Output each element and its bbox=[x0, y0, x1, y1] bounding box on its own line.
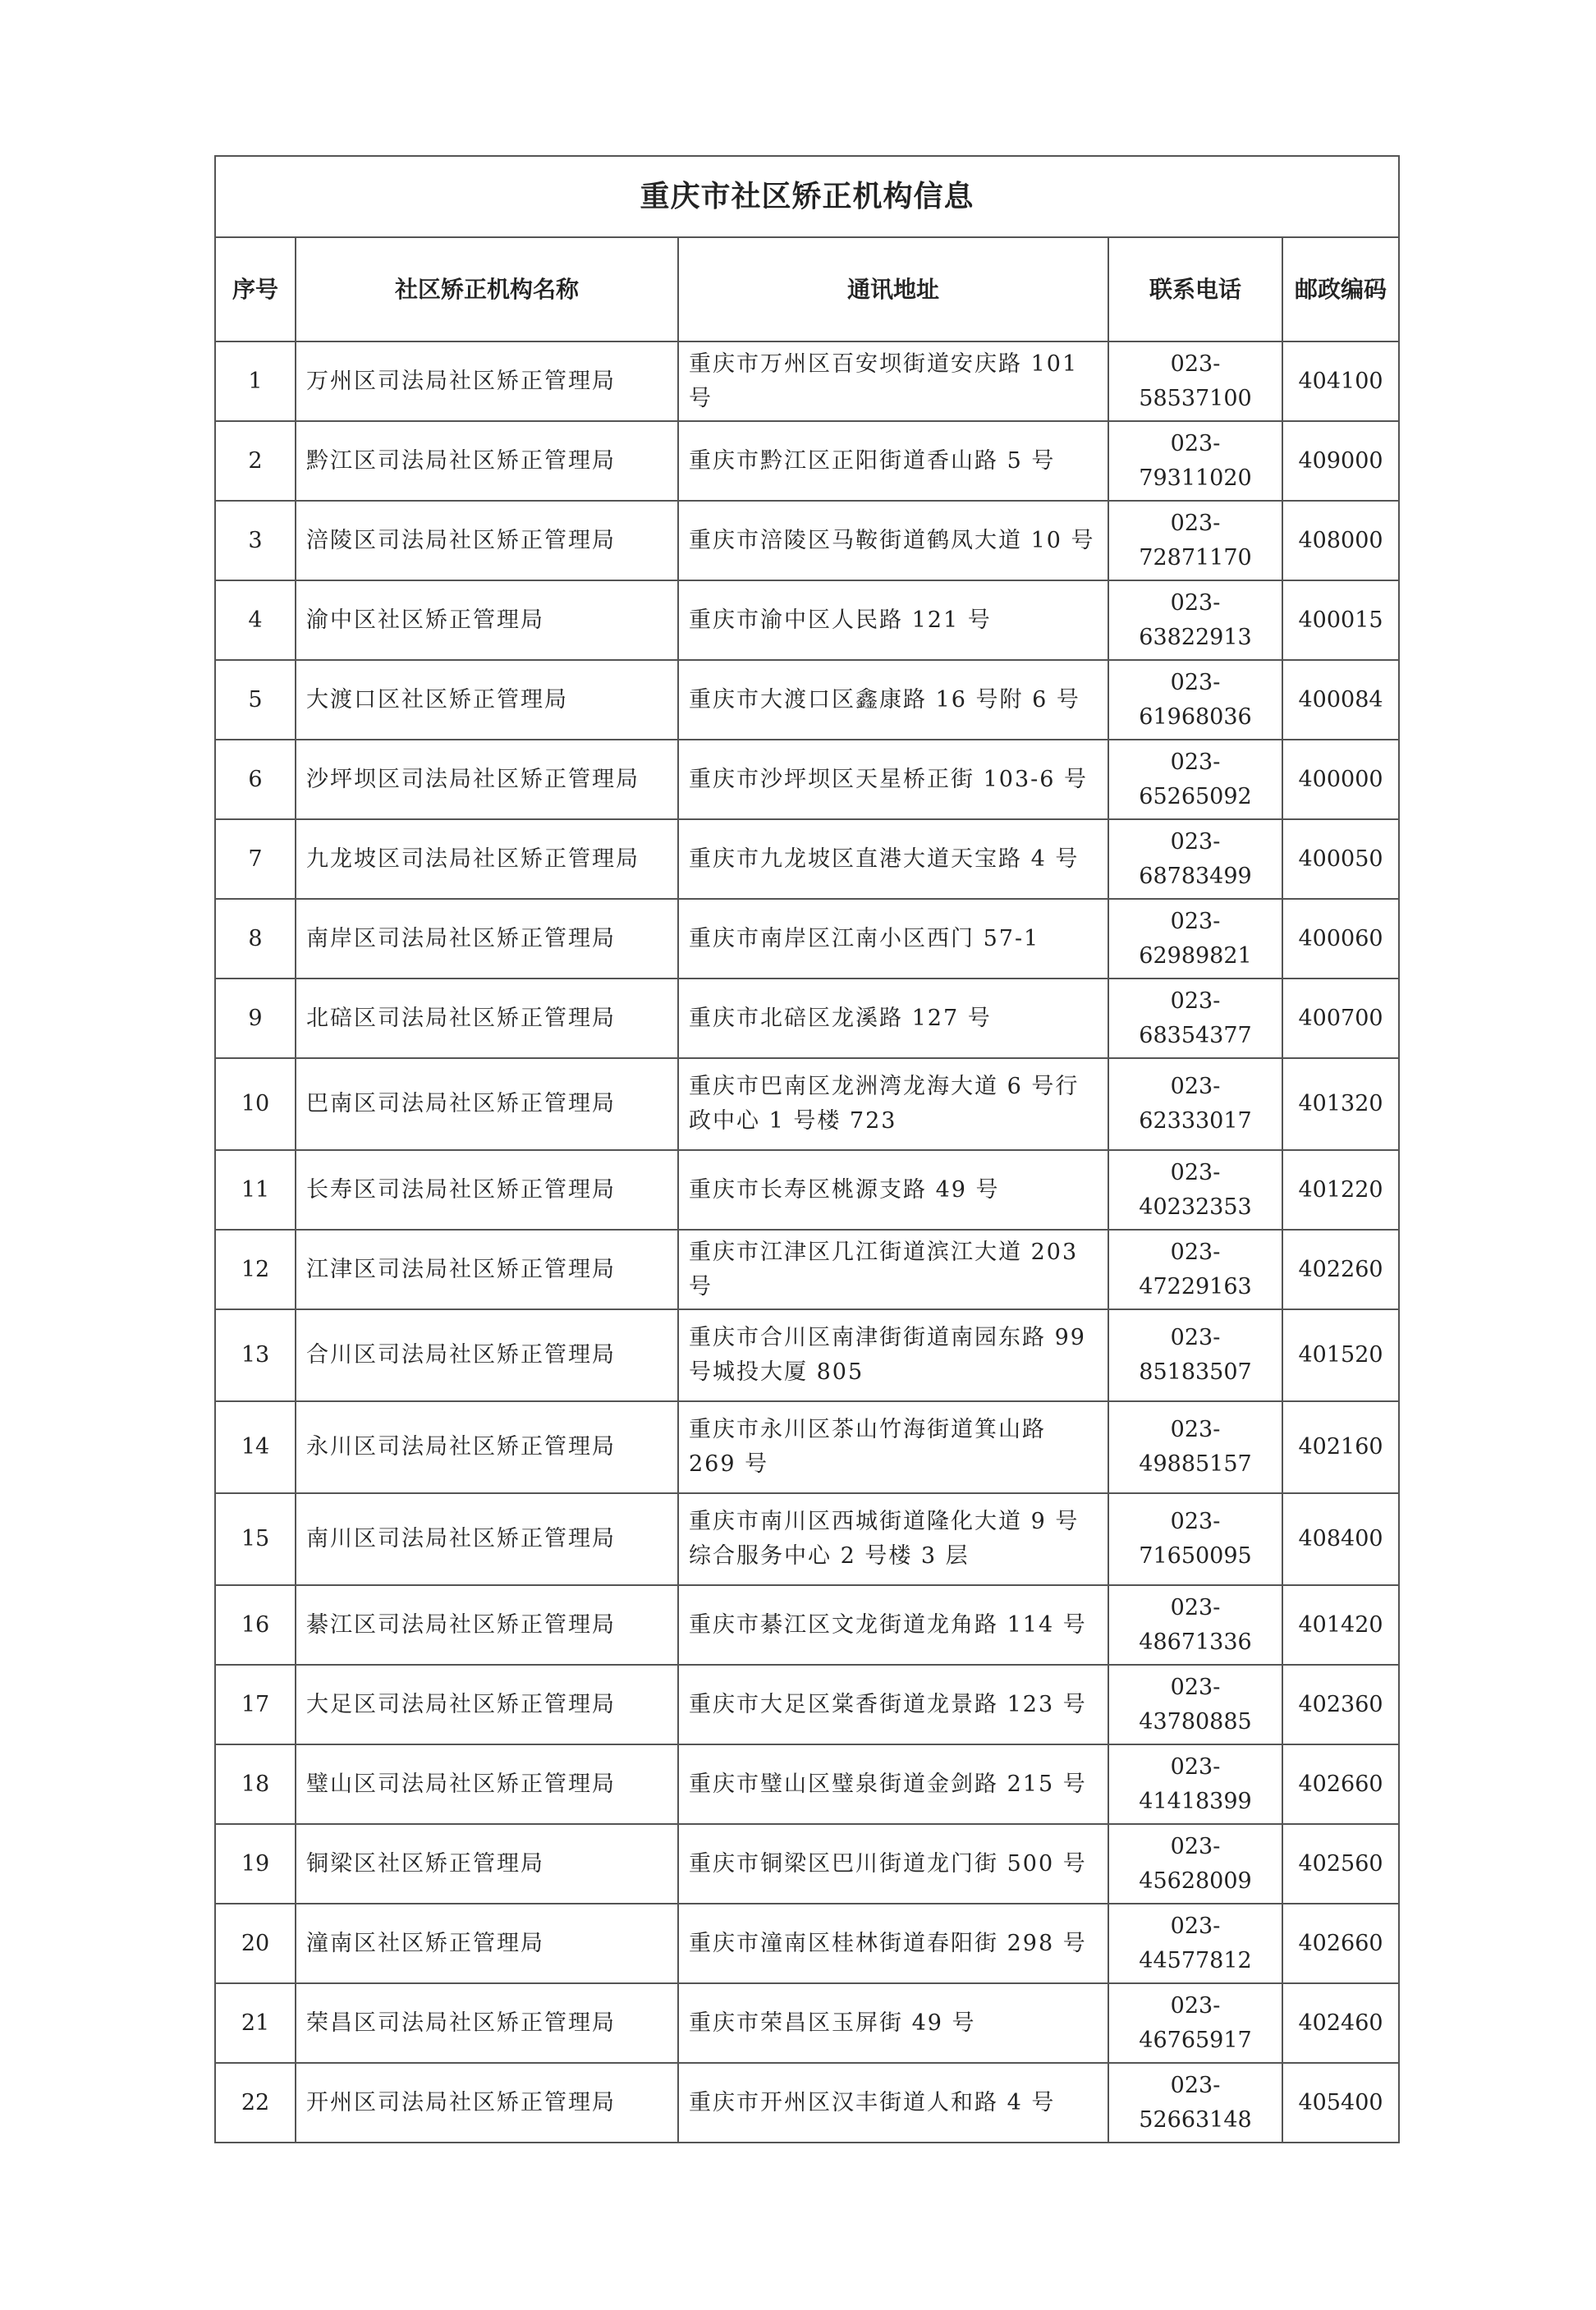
table-row bbox=[215, 740, 1399, 819]
table-row bbox=[215, 1904, 1399, 1983]
table-row bbox=[215, 1983, 1399, 2063]
row-number: 7 bbox=[215, 819, 296, 899]
address: 重庆市江津区几江街道滨江大道 203 号 bbox=[678, 1230, 1108, 1309]
institution-name: 潼南区社区矫正管理局 bbox=[296, 1904, 678, 1983]
phone-number: 023-40232353 bbox=[1108, 1150, 1282, 1230]
table-row bbox=[215, 1401, 1399, 1493]
address: 重庆市黔江区正阳街道香山路 5 号 bbox=[678, 421, 1108, 501]
address: 重庆市万州区百安坝街道安庆路 101 号 bbox=[678, 341, 1108, 421]
table-row bbox=[215, 1058, 1399, 1150]
institution-name: 綦江区司法局社区矫正管理局 bbox=[296, 1585, 678, 1665]
address: 重庆市涪陵区马鞍街道鹤凤大道 10 号 bbox=[678, 501, 1108, 580]
address: 重庆市沙坪坝区天星桥正街 103-6 号 bbox=[678, 740, 1108, 819]
row-number: 20 bbox=[215, 1904, 296, 1983]
postcode: 401320 bbox=[1282, 1058, 1399, 1150]
phone-number: 023-65265092 bbox=[1108, 740, 1282, 819]
row-number: 12 bbox=[215, 1230, 296, 1309]
header-postcode: 邮政编码 bbox=[1282, 237, 1399, 341]
header-phone: 联系电话 bbox=[1108, 237, 1282, 341]
institution-name: 长寿区司法局社区矫正管理局 bbox=[296, 1150, 678, 1230]
row-number: 21 bbox=[215, 1983, 296, 2063]
address: 重庆市潼南区桂林街道春阳街 298 号 bbox=[678, 1904, 1108, 1983]
institution-name: 涪陵区司法局社区矫正管理局 bbox=[296, 501, 678, 580]
address: 重庆市大足区棠香街道龙景路 123 号 bbox=[678, 1665, 1108, 1744]
postcode: 400700 bbox=[1282, 979, 1399, 1058]
row-number: 22 bbox=[215, 2063, 296, 2143]
phone-number: 023-47229163 bbox=[1108, 1230, 1282, 1309]
address: 重庆市永川区茶山竹海街道箕山路 269 号 bbox=[678, 1401, 1108, 1493]
institution-name: 江津区司法局社区矫正管理局 bbox=[296, 1230, 678, 1309]
phone-number: 023-45628009 bbox=[1108, 1824, 1282, 1904]
postcode: 400000 bbox=[1282, 740, 1399, 819]
phone-number: 023-49885157 bbox=[1108, 1401, 1282, 1493]
institution-name: 开州区司法局社区矫正管理局 bbox=[296, 2063, 678, 2143]
institution-name: 北碚区司法局社区矫正管理局 bbox=[296, 979, 678, 1058]
row-number: 11 bbox=[215, 1150, 296, 1230]
row-number: 17 bbox=[215, 1665, 296, 1744]
header-num: 序号 bbox=[215, 237, 296, 341]
postcode: 400050 bbox=[1282, 819, 1399, 899]
phone-number: 023-71650095 bbox=[1108, 1493, 1282, 1585]
table-row bbox=[215, 1585, 1399, 1665]
address: 重庆市开州区汉丰街道人和路 4 号 bbox=[678, 2063, 1108, 2143]
phone-number: 023-62333017 bbox=[1108, 1058, 1282, 1150]
institution-name: 铜梁区社区矫正管理局 bbox=[296, 1824, 678, 1904]
phone-number: 023-52663148 bbox=[1108, 2063, 1282, 2143]
phone-number: 023-43780885 bbox=[1108, 1665, 1282, 1744]
institution-name: 荣昌区司法局社区矫正管理局 bbox=[296, 1983, 678, 2063]
table-row bbox=[215, 580, 1399, 660]
address: 重庆市铜梁区巴川街道龙门街 500 号 bbox=[678, 1824, 1108, 1904]
address: 重庆市璧山区璧泉街道金剑路 215 号 bbox=[678, 1744, 1108, 1824]
table-row bbox=[215, 1309, 1399, 1401]
postcode: 402360 bbox=[1282, 1665, 1399, 1744]
postcode: 402560 bbox=[1282, 1824, 1399, 1904]
row-number: 8 bbox=[215, 899, 296, 979]
institution-name: 渝中区社区矫正管理局 bbox=[296, 580, 678, 660]
row-number: 3 bbox=[215, 501, 296, 580]
table-row bbox=[215, 660, 1399, 740]
institution-name: 九龙坡区司法局社区矫正管理局 bbox=[296, 819, 678, 899]
postcode: 404100 bbox=[1282, 341, 1399, 421]
table-row bbox=[215, 819, 1399, 899]
phone-number: 023-62989821 bbox=[1108, 899, 1282, 979]
phone-number: 023-48671336 bbox=[1108, 1585, 1282, 1665]
address: 重庆市綦江区文龙街道龙角路 114 号 bbox=[678, 1585, 1108, 1665]
row-number: 1 bbox=[215, 341, 296, 421]
address: 重庆市九龙坡区直港大道天宝路 4 号 bbox=[678, 819, 1108, 899]
institution-name: 黔江区司法局社区矫正管理局 bbox=[296, 421, 678, 501]
postcode: 409000 bbox=[1282, 421, 1399, 501]
phone-number: 023-68354377 bbox=[1108, 979, 1282, 1058]
table-row bbox=[215, 899, 1399, 979]
row-number: 9 bbox=[215, 979, 296, 1058]
phone-number: 023-44577812 bbox=[1108, 1904, 1282, 1983]
table-row bbox=[215, 1824, 1399, 1904]
institution-name: 大足区司法局社区矫正管理局 bbox=[296, 1665, 678, 1744]
postcode: 405400 bbox=[1282, 2063, 1399, 2143]
phone-number: 023-79311020 bbox=[1108, 421, 1282, 501]
row-number: 6 bbox=[215, 740, 296, 819]
table-row bbox=[215, 341, 1399, 421]
institution-name: 沙坪坝区司法局社区矫正管理局 bbox=[296, 740, 678, 819]
postcode: 400060 bbox=[1282, 899, 1399, 979]
table-row bbox=[215, 1744, 1399, 1824]
address: 重庆市大渡口区鑫康路 16 号附 6 号 bbox=[678, 660, 1108, 740]
table-row bbox=[215, 2063, 1399, 2143]
table-title: 重庆市社区矫正机构信息 bbox=[215, 156, 1399, 237]
postcode: 402660 bbox=[1282, 1904, 1399, 1983]
row-number: 16 bbox=[215, 1585, 296, 1665]
address: 重庆市合川区南津街街道南园东路 99 号城投大厦 805 bbox=[678, 1309, 1108, 1401]
row-number: 13 bbox=[215, 1309, 296, 1401]
institution-name: 大渡口区社区矫正管理局 bbox=[296, 660, 678, 740]
postcode: 401420 bbox=[1282, 1585, 1399, 1665]
address: 重庆市南岸区江南小区西门 57-1 bbox=[678, 899, 1108, 979]
header-name: 社区矫正机构名称 bbox=[296, 237, 678, 341]
table-row bbox=[215, 1150, 1399, 1230]
row-number: 4 bbox=[215, 580, 296, 660]
postcode: 400084 bbox=[1282, 660, 1399, 740]
postcode: 401220 bbox=[1282, 1150, 1399, 1230]
postcode: 401520 bbox=[1282, 1309, 1399, 1401]
phone-number: 023-63822913 bbox=[1108, 580, 1282, 660]
table-row bbox=[215, 421, 1399, 501]
table-row bbox=[215, 1665, 1399, 1744]
row-number: 2 bbox=[215, 421, 296, 501]
address: 重庆市渝中区人民路 121 号 bbox=[678, 580, 1108, 660]
row-number: 19 bbox=[215, 1824, 296, 1904]
postcode: 400015 bbox=[1282, 580, 1399, 660]
institution-name: 万州区司法局社区矫正管理局 bbox=[296, 341, 678, 421]
institution-name: 巴南区司法局社区矫正管理局 bbox=[296, 1058, 678, 1150]
institution-name: 南川区司法局社区矫正管理局 bbox=[296, 1493, 678, 1585]
header-address: 通讯地址 bbox=[678, 237, 1108, 341]
address: 重庆市长寿区桃源支路 49 号 bbox=[678, 1150, 1108, 1230]
postcode: 408000 bbox=[1282, 501, 1399, 580]
table-body bbox=[215, 341, 1399, 2143]
table-row bbox=[215, 1493, 1399, 1585]
phone-number: 023-61968036 bbox=[1108, 660, 1282, 740]
table-row bbox=[215, 979, 1399, 1058]
postcode: 408400 bbox=[1282, 1493, 1399, 1585]
row-number: 14 bbox=[215, 1401, 296, 1493]
phone-number: 023-46765917 bbox=[1108, 1983, 1282, 2063]
postcode: 402660 bbox=[1282, 1744, 1399, 1824]
row-number: 5 bbox=[215, 660, 296, 740]
table-row bbox=[215, 1230, 1399, 1309]
row-number: 10 bbox=[215, 1058, 296, 1150]
institution-name: 永川区司法局社区矫正管理局 bbox=[296, 1401, 678, 1493]
phone-number: 023-68783499 bbox=[1108, 819, 1282, 899]
institution-name: 璧山区司法局社区矫正管理局 bbox=[296, 1744, 678, 1824]
postcode: 402260 bbox=[1282, 1230, 1399, 1309]
address: 重庆市北碚区龙溪路 127 号 bbox=[678, 979, 1108, 1058]
phone-number: 023-58537100 bbox=[1108, 341, 1282, 421]
address: 重庆市南川区西城街道隆化大道 9 号综合服务中心 2 号楼 3 层 bbox=[678, 1493, 1108, 1585]
postcode: 402460 bbox=[1282, 1983, 1399, 2063]
postcode: 402160 bbox=[1282, 1401, 1399, 1493]
phone-number: 023-72871170 bbox=[1108, 501, 1282, 580]
address: 重庆市巴南区龙洲湾龙海大道 6 号行政中心 1 号楼 723 bbox=[678, 1058, 1108, 1150]
phone-number: 023-85183507 bbox=[1108, 1309, 1282, 1401]
institution-name: 合川区司法局社区矫正管理局 bbox=[296, 1309, 678, 1401]
institution-table bbox=[214, 155, 1400, 2143]
row-number: 15 bbox=[215, 1493, 296, 1585]
institution-name: 南岸区司法局社区矫正管理局 bbox=[296, 899, 678, 979]
row-number: 18 bbox=[215, 1744, 296, 1824]
address: 重庆市荣昌区玉屏街 49 号 bbox=[678, 1983, 1108, 2063]
header-row bbox=[215, 237, 1399, 341]
phone-number: 023-41418399 bbox=[1108, 1744, 1282, 1824]
table-row bbox=[215, 501, 1399, 580]
